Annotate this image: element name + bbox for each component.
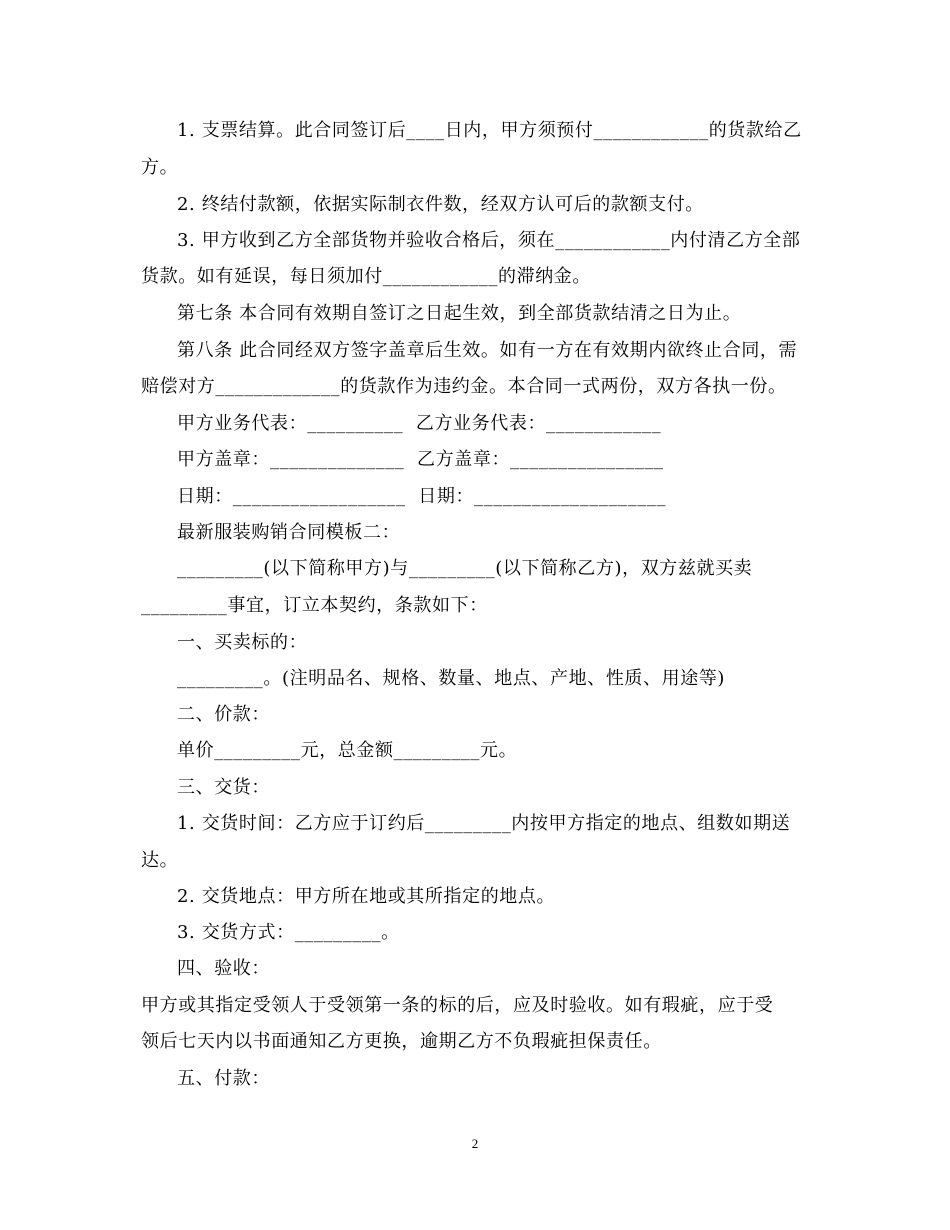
seal-line: 甲方盖章：______________ 乙方盖章：________________: [177, 449, 664, 470]
date-line: 日期：__________________ 日期：____________________: [177, 486, 667, 507]
clause-heading: 五、付款：: [177, 1068, 270, 1089]
clause-heading: 一、买卖标的：: [177, 632, 308, 653]
text-line: 达。: [141, 850, 179, 871]
text-line: 1. 交货时间：乙方应于订约后_________内按甲方指定的地点、组数如期送: [177, 813, 791, 834]
text-line: 方。: [141, 157, 179, 178]
text-line: 赔偿对方_____________的货款作为违约金。本合同一式两份，双方各执一份。: [141, 376, 787, 397]
clause-heading: 四、验收：: [177, 958, 270, 979]
text-line: 3. 甲方收到乙方全部货物并验收合格后，须在____________内付清乙方全部: [177, 230, 801, 251]
text-line: _________。(注明品名、规格、数量、地点、产地、性质、用途等): [177, 668, 726, 689]
text-line: 货款。如有延误，每日须加付____________的滞纳金。: [141, 266, 591, 287]
text-line: 领后七天内以书面通知乙方更换，逾期乙方不负瑕疵担保责任。: [141, 1031, 662, 1052]
text-line: 甲方或其指定受领人于受领第一条的标的后，应及时验收。如有瑕疵，应于受: [141, 995, 774, 1016]
text-line: 单价_________元，总金额_________元。: [177, 740, 518, 761]
text-line: 第八条 此合同经双方签字盖章后生效。如有一方在有效期内欲终止合同，需: [177, 340, 798, 361]
text-line: 2. 交货地点：甲方所在地或其所指定的地点。: [177, 886, 556, 907]
text-line: _________事宜，订立本契约，条款如下：: [141, 595, 488, 616]
section-title: 最新服装购销合同模板二：: [177, 522, 401, 543]
page-number: 2: [471, 1136, 479, 1151]
text-line: 3. 交货方式：_________。: [177, 922, 400, 943]
clause-heading: 二、价款：: [177, 704, 270, 725]
text-line: 2. 终结付款额，依据实际制衣件数，经双方认可后的款额支付。: [177, 194, 704, 215]
signature-line: 甲方业务代表：__________ 乙方业务代表：____________: [177, 413, 662, 434]
clause-heading: 三、交货：: [177, 777, 270, 798]
text-line: 1. 支票结算。此合同签订后____日内，甲方须预付____________的货款给乙: [177, 120, 802, 141]
text-line: _________(以下简称甲方)与_________(以下简称乙方)，双方兹就买卖: [177, 558, 753, 579]
text-line: 第七条 本合同有效期自签订之日起生效，到全部货款结清之日为止。: [177, 303, 742, 324]
